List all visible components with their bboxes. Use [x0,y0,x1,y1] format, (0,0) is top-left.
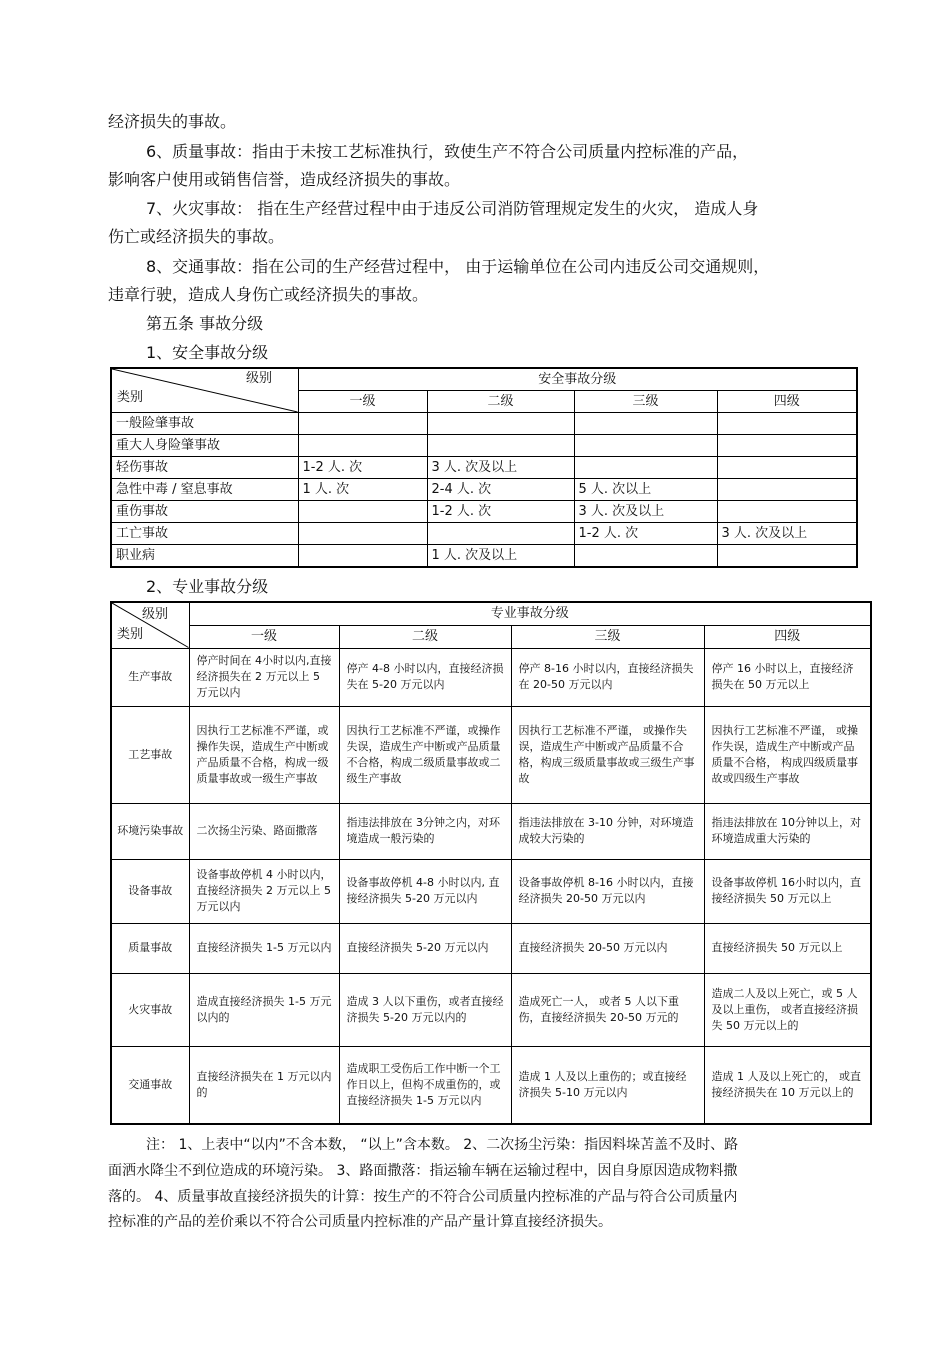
table-row [111,1046,871,1124]
category-cell: 火灾事故 [111,973,189,1046]
paragraph-line: 经济损失的事故。 [108,112,237,131]
category-cell: 设备事故 [111,859,189,923]
table-cell [717,435,857,457]
paragraph-line: 6、质量事故：指由于未按工艺标准执行，致使生产不符合公司质量内控标准的产品， [146,142,749,161]
category-cell: 环境污染事故 [111,803,189,859]
note-line: 面洒水降尘不到位造成的环境污染。 3、路面撒落：指运输车辆在运输过程中，因自身原因造成物料撒 [108,1163,738,1179]
table-cell: 3 人. 次及以上 [574,501,717,523]
table-cell: 因执行工艺标准不严谨， 或操作失误，造成生产中断或产品质量不合格， 构成四级质量事故或四级生产事故 [704,706,871,803]
category-cell: 重大人身险肇事故 [111,435,298,457]
note-line: 落的。 4、质量事故直接经济损失的计算：按生产的不符合公司质量内控标准的产品与符合公司质量内 [108,1189,738,1205]
table-cell: 设备事故停机 8-16 小时以内，直接经济损失 20-50 万元以内 [511,859,704,923]
table-cell: 造成死亡一人， 或者 5 人以下重伤，直接经济损失 20-50 万元的 [511,973,704,1046]
table-cell: 停产 16 小时以上，直接经济损失在 50 万元以上 [704,648,871,706]
subsection-heading: 1、安全事故分级 [146,343,269,362]
category-cell: 交通事故 [111,1046,189,1124]
level-header: 二级 [427,391,574,413]
level-header: 四级 [704,625,871,648]
safety-accident-table [110,367,858,568]
table-cell: 指违法排放在 3-10 分钟，对环境造成较大污染的 [511,803,704,859]
table-row [111,545,857,568]
table-cell: 二次扬尘污染、路面撒落 [189,803,339,859]
table-cell: 1 人. 次 [298,479,427,501]
category-cell: 急性中毒 / 窒息事故 [111,479,298,501]
table-cell: 因执行工艺标准不严谨，或操作失误，造成生产中断或产品质量不合格，构成二级质量事故或二级生产事故 [339,706,511,803]
table-cell: 指违法排放在 10分钟以上，对环境造成重大污染的 [704,803,871,859]
level-header: 三级 [574,391,717,413]
level-header: 三级 [511,625,704,648]
paragraph-line: 影响客户使用或销售信誉，造成经济损失的事故。 [108,170,461,189]
table-cell [717,501,857,523]
section-heading: 第五条 事故分级 [146,314,264,333]
table-cell: 造成 3 人以下重伤，或者直接经济损失 5-20 万元以内的 [339,973,511,1046]
table-cell [298,413,427,435]
table-cell: 3 人. 次及以上 [427,457,574,479]
paragraph-line: 伤亡或经济损失的事故。 [108,227,285,246]
table-cell [717,457,857,479]
table-cell: 1-2 人. 次 [427,501,574,523]
table-cell: 直接经济损失 50 万元以上 [704,923,871,973]
table-cell: 因执行工艺标准不严谨， 或操作失误，造成生产中断或产品质量不合格，构成三级质量事故或三级生产事故 [511,706,704,803]
level-header: 四级 [717,391,857,413]
table-cell: 造成 1 人及以上死亡的， 或直接经济损失在 10 万元以上的 [704,1046,871,1124]
table-cell: 直接经济损失在 1 万元以内的 [189,1046,339,1124]
table-cell: 设备事故停机 4-8 小时以内, 直接经济损失 5-20 万元以内 [339,859,511,923]
category-cell: 工艺事故 [111,706,189,803]
table-row [111,435,857,457]
corner-level-label: 级别 [246,371,273,386]
table-cell: 停产 8-16 小时以内，直接经济损失在 20-50 万元以内 [511,648,704,706]
subsection-heading: 2、专业事故分级 [146,577,269,596]
category-cell: 质量事故 [111,923,189,973]
table-group-header: 专业事故分级 [189,602,871,625]
table-cell [298,523,427,545]
level-header: 二级 [339,625,511,648]
note-line: 注： 1、上表中“以内”不含本数， “以上”含本数。 2、二次扬尘污染：指因料垛苫盖不及时、路 [146,1137,739,1153]
paragraph-line: 8、交通事故：指在公司的生产经营过程中， 由于运输单位在公司内违反公司交通规则， [146,257,770,276]
table-row [111,706,871,803]
table-cell: 停产时间在 4小时以内,直接经济损失在 2 万元以上 5 万元以内 [189,648,339,706]
table-row [111,803,871,859]
table-cell: 造成直接经济损失 1-5 万元以内的 [189,973,339,1046]
category-cell: 重伤事故 [111,501,298,523]
table-cell: 造成二人及以上死亡，或 5 人及以上重伤， 或者直接经济损失 50 万元以上的 [704,973,871,1046]
table-cell [298,545,427,568]
table-cell: 5 人. 次以上 [574,479,717,501]
table-group-header: 安全事故分级 [298,368,857,391]
table-cell [298,501,427,523]
table-cell [717,479,857,501]
category-cell: 一般险肇事故 [111,413,298,435]
level-header: 一级 [298,391,427,413]
category-cell: 工亡事故 [111,523,298,545]
level-header: 一级 [189,625,339,648]
table-cell [574,413,717,435]
table-cell [427,435,574,457]
table-cell: 1 人. 次及以上 [427,545,574,568]
table-cell: 造成 1 人及以上重伤的；或直接经济损失 5-10 万元以内 [511,1046,704,1124]
note-line: 控标准的产品的差价乘以不符合公司质量内控标准的产品产量计算直接经济损失。 [108,1214,612,1230]
table-row [111,479,857,501]
table-row [111,923,871,973]
table-row [111,457,857,479]
table-cell [717,413,857,435]
table-row [111,973,871,1046]
table-cell [574,457,717,479]
paragraph-line: 违章行驶，造成人身伤亡或经济损失的事故。 [108,285,429,304]
table-corner-header [111,368,298,413]
table-cell [298,435,427,457]
table-cell [427,413,574,435]
table-row [111,859,871,923]
table-cell [717,545,857,568]
table-cell: 停产 4-8 小时以内，直接经济损失在 5-20 万元以内 [339,648,511,706]
table-cell: 设备事故停机 4 小时以内，直接经济损失 2 万元以上 5 万元以内 [189,859,339,923]
table-cell: 设备事故停机 16小时以内，直接经济损失 50 万元以上 [704,859,871,923]
table-cell: 直接经济损失 20-50 万元以内 [511,923,704,973]
category-cell: 生产事故 [111,648,189,706]
table-cell [574,545,717,568]
corner-level-label: 级别 [142,607,169,622]
corner-category-label: 类别 [117,627,144,642]
table-row [111,523,857,545]
table-cell: 造成职工受伤后工作中断一个工作日以上，但构不成重伤的，或直接经济损失 1-5 万元以内 [339,1046,511,1124]
table-row [111,501,857,523]
professional-accident-table [110,601,872,1125]
table-cell: 1-2 人. 次 [574,523,717,545]
table-cell [427,523,574,545]
table-cell: 因执行工艺标准不严谨，或操作失误，造成生产中断或产品质量不合格，构成一级质量事故或一级生产事故 [189,706,339,803]
corner-category-label: 类别 [117,390,144,405]
table-cell: 1-2 人. 次 [298,457,427,479]
category-cell: 职业病 [111,545,298,568]
category-cell: 轻伤事故 [111,457,298,479]
table-row [111,648,871,706]
table-row [111,413,857,435]
table-corner-header [111,602,189,648]
table-cell: 2-4 人. 次 [427,479,574,501]
table-cell: 3 人. 次及以上 [717,523,857,545]
table-cell: 直接经济损失 5-20 万元以内 [339,923,511,973]
table-cell: 直接经济损失 1-5 万元以内 [189,923,339,973]
table-cell: 指违法排放在 3分钟之内，对环境造成一般污染的 [339,803,511,859]
table-cell [574,435,717,457]
paragraph-line: 7、火灾事故： 指在生产经营过程中由于违反公司消防管理规定发生的火灾， 造成人身 [146,199,759,218]
